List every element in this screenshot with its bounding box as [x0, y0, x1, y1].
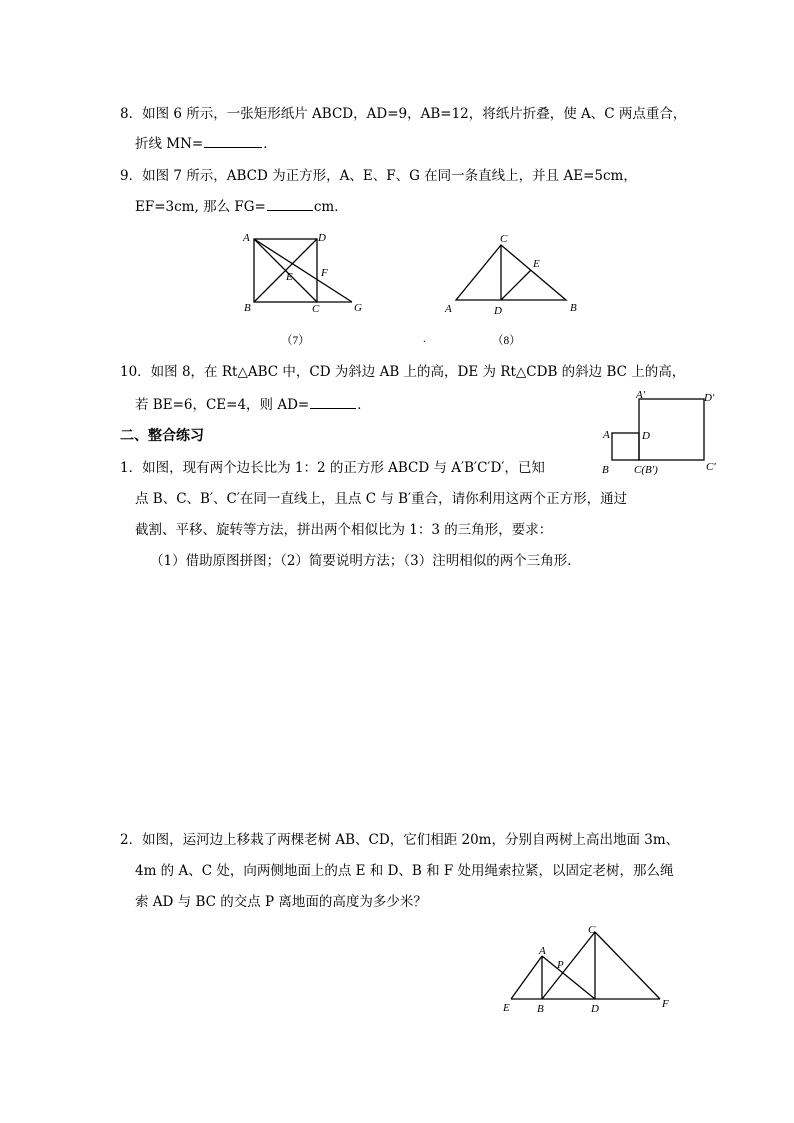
- fig7-label-d: D: [318, 232, 326, 244]
- ex2-line2: 4m 的 A、C 处，向两侧地面上的点 E 和 D、B 和 F 处用绳索拉紧，以固定老树，那么绳: [135, 863, 674, 879]
- squares-label-d: D: [642, 430, 650, 442]
- fig7-label-b: B: [244, 302, 251, 314]
- figure-squares: [598, 388, 728, 480]
- fig7-label-g: G: [354, 302, 362, 314]
- squares-label-d-prime: D′: [704, 392, 715, 404]
- fig8-altitude-de: [501, 270, 531, 300]
- q8-answer-blank[interactable]: [204, 135, 262, 148]
- squares-label-a: A: [603, 429, 610, 441]
- figure-8: [423, 230, 590, 348]
- fig7-caption: （7）: [281, 335, 310, 347]
- fig7-label-c: C: [312, 303, 320, 315]
- rope-cb: [542, 932, 595, 999]
- q9-line2: [135, 198, 348, 216]
- trees-label-c: C: [588, 924, 596, 936]
- q10-line2: [135, 396, 371, 414]
- rope-ad: [542, 956, 595, 999]
- fig8-stray-dot: .: [423, 333, 426, 345]
- fig8-triangle-abc: [456, 245, 566, 300]
- fig8-label-d: D: [494, 305, 502, 317]
- fig8-label-e: E: [533, 258, 540, 270]
- trees-label-e: E: [503, 1002, 510, 1014]
- ex1-line2: 点 B、C、B′、C′在同一直线上，且点 C 与 B′重合，请你利用这两个正方形，通过: [135, 491, 628, 507]
- q10-answer-blank[interactable]: [310, 396, 356, 409]
- ex2-line3: 索 AD 与 BC 的交点 P 离地面的高度为多少米？: [135, 894, 427, 910]
- ex2-line1: 2．如图，运河边上移栽了两棵老树 AB、CD，它们相距 20m，分别自两树上高出地面 3m、: [120, 832, 680, 848]
- trees-label-d: D: [591, 1003, 599, 1015]
- fig8-caption: （8）: [492, 335, 521, 347]
- rope-cf: [595, 932, 660, 999]
- q10-line1: 10．如图 8，在 Rt△ABC 中，CD 为斜边 AB 上的高，DE 为 Rt△CDB 的斜边 BC 上的高，: [120, 364, 686, 380]
- fig7-label-a: A: [243, 232, 250, 244]
- q9-answer-blank[interactable]: [267, 198, 313, 211]
- q8-prefix: 折线 MN=: [135, 136, 204, 152]
- trees-label-b: B: [537, 1003, 544, 1015]
- q8-line2: [135, 135, 277, 153]
- ex1-line1: 1．如图，现有两个边长比为 1：2 的正方形 ABCD 与 A′B′C′D′，已知: [120, 460, 545, 476]
- section-heading: 二、整合练习: [120, 428, 204, 444]
- trees-label-f: F: [662, 998, 669, 1010]
- rope-ae: [511, 956, 542, 999]
- q9-suffix: cm．: [313, 199, 348, 215]
- q9-prefix: EF=3cm, 那么 FG=: [135, 199, 266, 215]
- q8-suffix: ．: [263, 136, 277, 152]
- trees-label-p: P: [557, 959, 564, 971]
- q10-suffix: ．: [357, 397, 371, 413]
- figure-7: [240, 228, 380, 348]
- squares-label-c-prime: C′: [706, 461, 716, 473]
- fig8-label-b: B: [570, 302, 577, 314]
- fig7-line-ag2: [254, 239, 352, 302]
- ex1-line3: 截割、平移、旋转等方法，拼出两个相似比为 1：3 的三角形，要求：: [135, 522, 553, 538]
- fig8-label-a: A: [445, 303, 452, 315]
- q9-line1: 9．如图 7 所示，ABCD 为正方形，A、E、F、G 在同一条直线上，并且 AE=5cm，: [120, 168, 637, 184]
- fig7-label-e: E: [286, 271, 293, 283]
- small-square-abcd: [612, 433, 639, 460]
- figure-trees: [500, 922, 685, 1022]
- squares-label-b: B: [602, 464, 609, 476]
- trees-label-a: A: [539, 945, 546, 957]
- q10-prefix: 若 BE=6，CE=4，则 AD=: [135, 397, 310, 413]
- q8-line1: 8．如图 6 所示，一张矩形纸片 ABCD，AD=9，AB=12，将纸片折叠，使 A、C 两点重合，: [120, 106, 687, 122]
- squares-label-c-b-prime: C(B′): [634, 464, 658, 476]
- ex1-line4: （1）借助原图拼图；（2）简要说明方法；（3）注明相似的两个三角形．: [150, 553, 581, 569]
- fig8-label-c: C: [500, 233, 508, 245]
- fig7-label-f: F: [321, 267, 328, 279]
- squares-label-a-prime: A′: [636, 389, 646, 401]
